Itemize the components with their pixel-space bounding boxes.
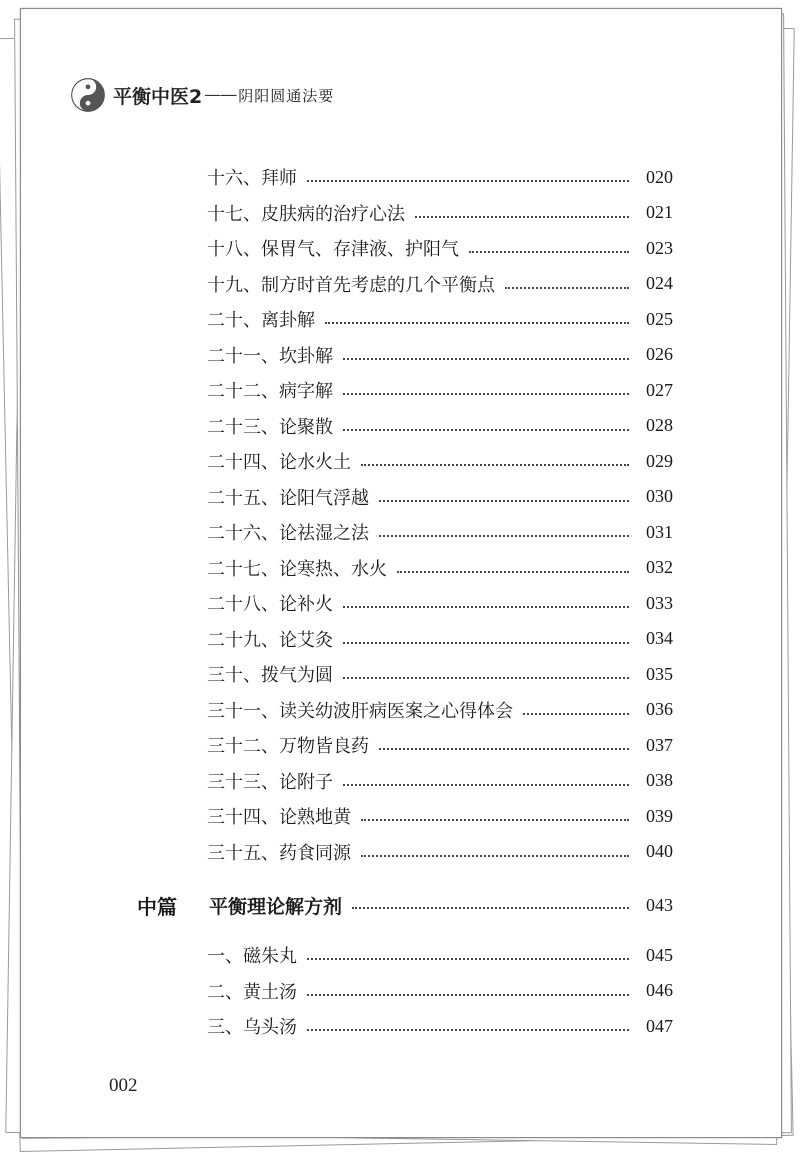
dot-leader [379,746,629,750]
yin-yang-icon [71,78,105,112]
toc-entry-label: 二十七、论寒热、水火 [207,558,387,580]
toc-entry[interactable] [207,413,673,439]
toc-entry-label: 二十三、论聚散 [207,416,333,438]
toc-entry-label: 一、磁朱丸 [207,946,297,967]
toc-entry[interactable] [207,661,673,687]
toc-entry-label: 三十二、万物皆良药 [207,736,369,757]
toc-entry[interactable] [207,271,673,297]
toc-entry-page: 033 [646,592,673,613]
toc-entry-page: 023 [646,237,673,258]
toc-entry-page: 026 [646,344,673,364]
dot-leader [343,782,629,786]
toc-entry[interactable] [207,342,673,368]
toc-entry-page: 027 [646,379,673,400]
toc-entry-page: 021 [646,202,673,222]
running-header [71,73,334,117]
toc-entry[interactable] [207,448,673,474]
toc-entry-label: 二十六、论祛湿之法 [207,523,369,544]
toc-entry-page: 039 [646,805,673,826]
toc-entry[interactable] [207,164,673,190]
toc-entry-label: 三十五、药食同源 [207,842,351,864]
toc-entry-page: 034 [646,628,673,648]
toc-entry-page: 047 [646,1015,673,1036]
toc-entry-label: 十九、制方时首先考虑的几个平衡点 [207,274,495,296]
dot-leader [343,391,629,395]
toc-entry[interactable] [207,978,673,1004]
toc-entry-label: 三十三、论附子 [207,771,333,793]
toc-entry-label: 十八、保胃气、存津液、护阳气 [207,239,459,260]
toc-entry[interactable] [207,697,673,723]
toc-entry-page: 024 [646,273,673,293]
toc-entry-page: 036 [646,699,673,719]
toc-entry-label: 二十九、论艾灸 [207,629,333,651]
toc-entry-page: 035 [646,663,673,684]
dot-leader [361,817,629,821]
dot-leader [307,1027,629,1031]
toc-entry[interactable] [207,306,673,332]
toc-entry[interactable] [207,235,673,261]
dot-leader [343,604,629,608]
toc-entry-page: 038 [646,770,673,790]
section-name: 中篇 [137,894,177,919]
section-heading[interactable] [137,891,673,919]
toc-entry[interactable] [207,590,673,616]
toc-entry-page: 028 [646,415,673,435]
book-page [20,8,782,1138]
dot-leader [505,285,629,289]
toc-entry[interactable] [207,803,673,829]
book-subtitle: 阴阳圆通法要 [238,86,335,105]
toc-entry[interactable] [207,626,673,652]
toc-entry[interactable] [207,768,673,794]
toc-entry-page: 032 [646,557,673,577]
toc-entry-label: 三十、拨气为圆 [207,665,333,686]
dot-leader [379,498,629,502]
dot-leader [307,992,629,996]
toc-entry-label: 十七、皮肤病的治疗心法 [207,203,405,225]
dot-leader [343,675,629,679]
toc-entry-page: 031 [646,521,673,542]
toc-entry[interactable] [207,377,673,403]
toc-entry-label: 二十五、论阳气浮越 [207,487,369,509]
toc-entry-page: 029 [646,450,673,471]
dot-leader [361,462,629,466]
toc-entry-page: 037 [646,734,673,755]
toc-entry[interactable] [207,942,673,968]
toc-entry[interactable] [207,555,673,581]
toc-entry[interactable] [207,484,673,510]
dot-leader [361,853,629,857]
section-title: 平衡理论解方剂 [209,895,343,918]
section-page: 043 [646,894,673,915]
dot-leader [352,907,629,909]
toc-entry-label: 十六、拜师 [207,168,297,189]
dot-leader [397,569,629,573]
toc-entry-page: 040 [646,841,673,861]
dot-leader [307,178,629,182]
toc-entry-label: 二十二、病字解 [207,381,333,402]
toc-entry-label: 二、黄土汤 [207,981,297,1003]
toc-entry[interactable] [207,732,673,758]
dot-leader [523,711,629,715]
toc-entry-label: 二十、离卦解 [207,310,315,331]
dot-leader [379,533,629,537]
book-title: 平衡中医2 [113,85,203,108]
toc-entry-label: 二十一、坎卦解 [207,345,333,367]
toc-entry[interactable] [207,839,673,865]
dot-leader [343,356,629,360]
toc-entry-page: 030 [646,486,673,506]
toc-entry-label: 二十四、论水火土 [207,452,351,473]
toc-entry-page: 025 [646,308,673,329]
toc-entry[interactable] [207,1013,673,1039]
toc-entry-page: 020 [646,166,673,187]
toc-entry-label: 三十四、论熟地黄 [207,807,351,828]
toc-entry-label: 三十一、读关幼波肝病医案之心得体会 [207,700,513,722]
toc-entry-page: 045 [646,944,673,965]
toc-entry-label: 三、乌头汤 [207,1017,297,1038]
dot-leader [469,249,629,253]
page-number: 002 [109,1075,138,1096]
toc-entry[interactable] [207,200,673,226]
toc-entry-label: 二十八、论补火 [207,594,333,615]
title-dash: —— [204,85,237,105]
toc-entry[interactable] [207,519,673,545]
dot-leader [415,214,629,218]
dot-leader [343,427,629,431]
dot-leader [307,956,629,960]
dot-leader [343,640,629,644]
toc-entry-page: 046 [646,980,673,1000]
dot-leader [325,320,629,324]
